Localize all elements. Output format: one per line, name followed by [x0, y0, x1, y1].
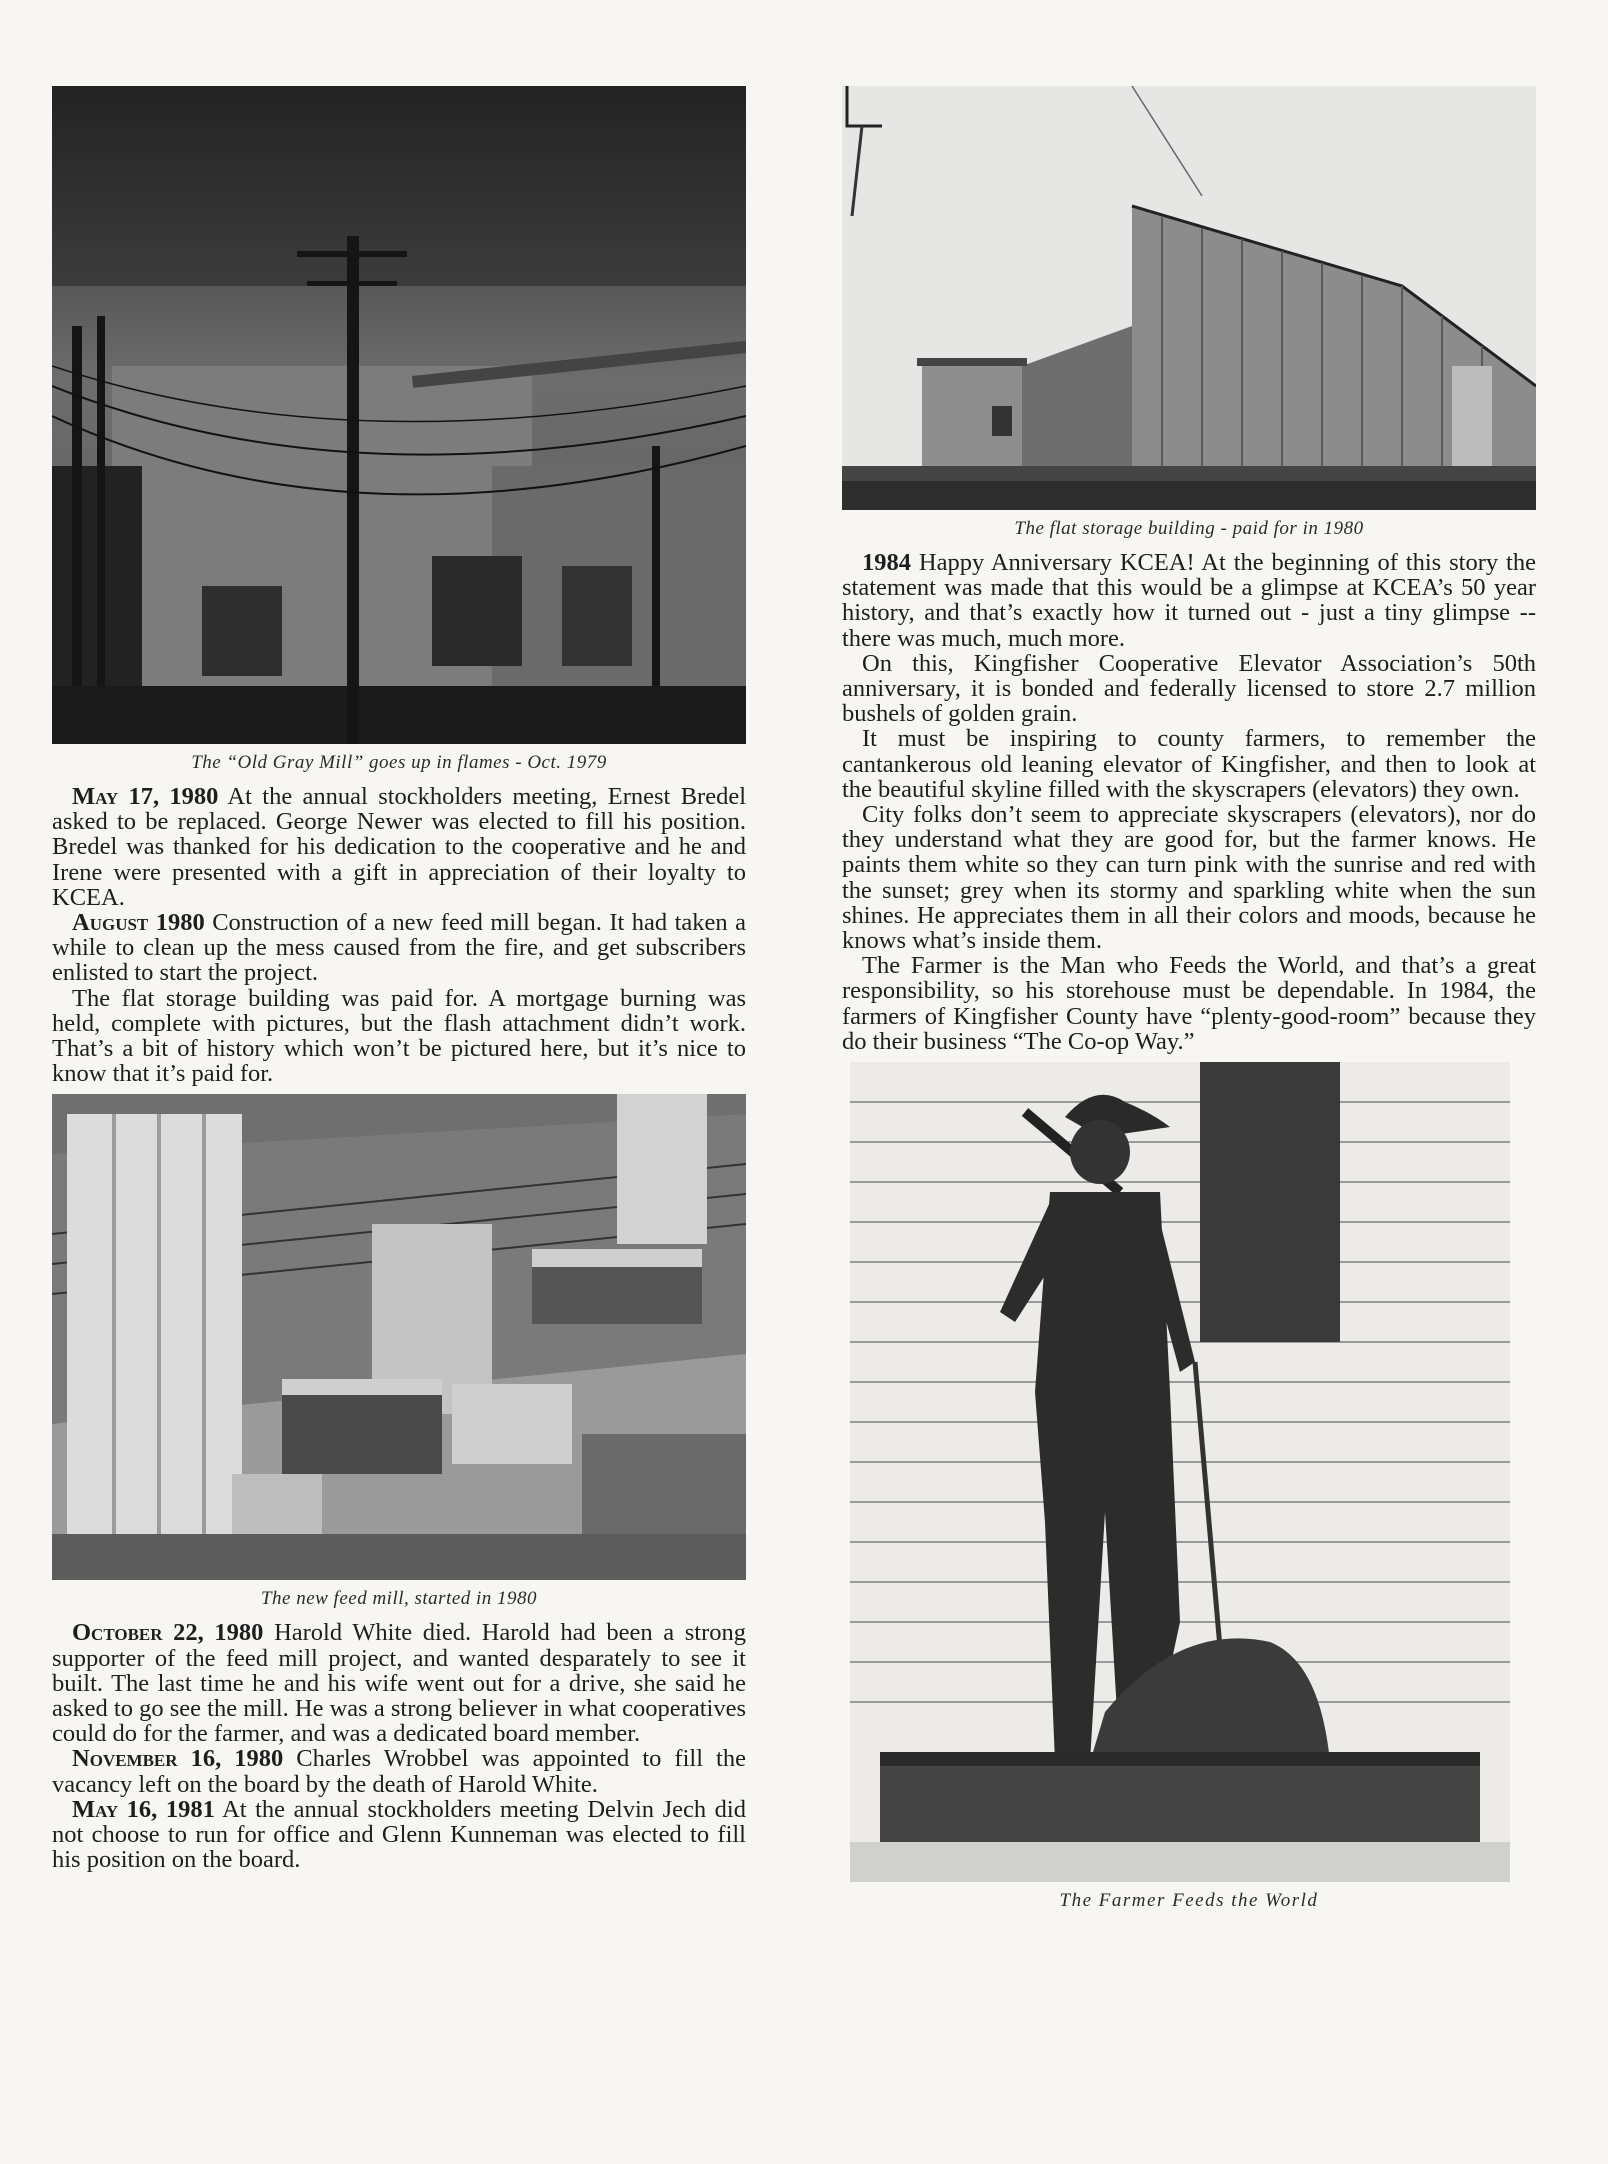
caption-new-feed-mill: The new feed mill, started in 1980 [260, 1588, 538, 1610]
paragraph-text: The flat storage building was paid for. A mortgage burning was held, complete with pictures, but the flash attachment didn’t work. That’s a bit of history which won’t be pictured here, but it’s nice to know that it’s paid for. [52, 984, 746, 1088]
date-label: May 17, 1980 [72, 783, 219, 810]
date-label: May 16, 1981 [72, 1795, 215, 1823]
paragraph-november-16-1980 [52, 1746, 746, 1796]
paragraph-august-1980 [52, 910, 746, 986]
date-label: November 16, 1980 [72, 1745, 284, 1773]
paragraph-inspiring-county-farmers [842, 726, 1536, 802]
paragraph-farmer-feeds-world [842, 953, 1536, 1054]
paragraph-text: Happy Anniversary KCEA! At the beginning of this story the statement was made that this would be a glimpse at KCEA’s 50 year history, and that’s exactly how it turned out - just a tiny glimpse -- there was much, much more. [842, 549, 1536, 652]
paragraph-text: At the annual stockholders meeting Delvin Jech did not choose to run for office and Glenn Kunneman was elected to fill his position on the board. [52, 1795, 746, 1874]
paragraph-1984-anniversary [842, 550, 1536, 651]
paragraph-flat-storage-paid [52, 986, 746, 1087]
paragraph-may-16-1981 [52, 1797, 746, 1873]
paragraph-may-17-1980 [52, 784, 746, 910]
right-column [842, 86, 1536, 1922]
paragraph-text: The Farmer is the Man who Feeds the World, and that’s a great responsibility, so his storehouse must be dependable. In 1984, the farmers of Kingfisher County have “plenty-good-room” because they do their business “The Co-op Way.” [842, 952, 1536, 1055]
photo-old-gray-mill-fire [52, 86, 746, 744]
date-label: 1984 [862, 549, 911, 576]
date-label: August 1980 [72, 909, 205, 937]
paragraph-text: On this, Kingfisher Cooperative Elevator Association’s 50th anniversary, it is bonded and federally licensed to store 2.7 million bushels of golden grain. [842, 649, 1536, 728]
paragraph-text: Charles Wrobbel was appointed to fill the vacancy left on the board by the death of Harold White. [52, 1745, 746, 1798]
paragraph-text: Harold White died. Harold had been a strong supporter of the feed mill project, and wanted desparately to see it built. The last time he and his wife went out for a drive, she said he asked to go see the mill. He was a strong believer in what cooperatives could do for the farmer, and was a dedicated board member. [52, 1619, 747, 1748]
caption-farmer-feeds-world: The Farmer Feeds the World [1059, 1890, 1319, 1912]
paragraph-text: It must be inspiring to county farmers, to remember the cantankerous old leaning elevator of Kingfisher, and then to look at the beautiful skyline filled with the skyscrapers (elevators) they own. [842, 725, 1536, 803]
paragraph-50th-anniversary [842, 651, 1536, 727]
paragraph-text: City folks don’t seem to appreciate skyscrapers (elevators), nor do they understand what they are good for, but the farmer knows. He paints them white so they can turn pink with the sunrise and red with the sunset; grey when its stormy and sparkling white when the sun shines. He appreciates them in all their colors and moods, because he knows what’s inside them. [842, 801, 1536, 955]
date-label: October 22, 1980 [72, 1619, 264, 1647]
photo-flat-storage-building [842, 86, 1536, 510]
paragraph-city-folks [842, 802, 1536, 953]
paragraph-text: Construction of a new feed mill began. It had taken a while to clean up the mess caused from the fire, and get subscribers enlisted to start the project. [52, 909, 746, 987]
caption-old-gray-mill: The “Old Gray Mill” goes up in flames - Oct. 1979 [191, 752, 607, 773]
left-column [52, 86, 746, 1872]
paragraph-text: At the annual stockholders meeting, Ernest Bredel asked to be replaced. George Newer was elected to fill his position. Bredel was thanked for his dedication to the cooperative and he and Irene were presented with a gift in appreciation of their loyalty to KCEA. [52, 783, 746, 911]
photo-new-feed-mill [52, 1094, 746, 1580]
paragraph-october-22-1980 [52, 1620, 746, 1746]
caption-flat-storage: The flat storage building - paid for in 1980 [1014, 518, 1364, 539]
photo-farmer-statue [850, 1062, 1510, 1882]
